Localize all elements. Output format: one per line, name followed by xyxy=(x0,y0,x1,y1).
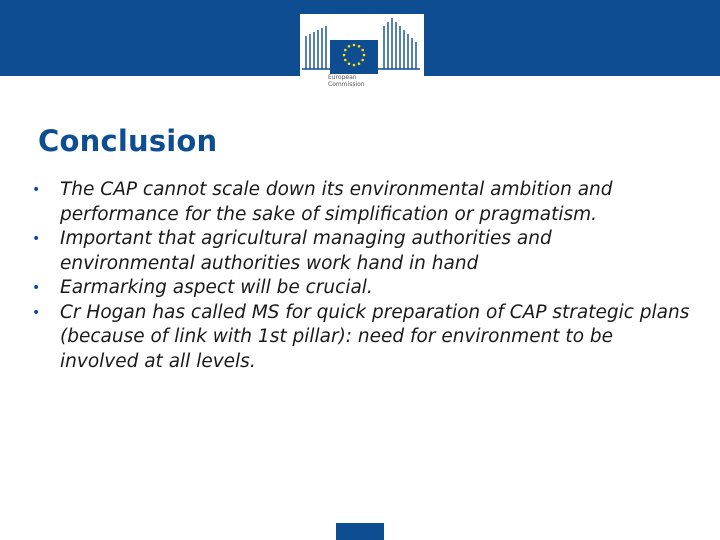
bullet-icon: • xyxy=(32,280,41,296)
bullet-icon: • xyxy=(32,182,41,198)
european-commission-logo xyxy=(300,14,424,98)
logo-line-1: European xyxy=(328,74,357,81)
bullet-text: Cr Hogan has called MS for quick preparation of CAP strategic plans (because of link with 1st pillar): need for environment to be involved at all levels. xyxy=(60,301,690,372)
logo-wordmark xyxy=(328,74,365,88)
bullet-icon: • xyxy=(32,231,41,247)
bullet-text: The CAP cannot scale down its environmental ambition and performance for the sake of simplification or pragmatism. xyxy=(60,179,613,225)
bullet-icon: • xyxy=(32,304,41,321)
logo-line-2: Commission xyxy=(328,81,365,88)
bullet-list xyxy=(32,178,692,374)
bullet-item xyxy=(32,178,692,227)
footer-accent-bar xyxy=(336,523,384,540)
bullet-text: Important that agricultural managing authorities and environmental authorities work hand in hand xyxy=(60,228,552,274)
bullet-item xyxy=(32,276,692,301)
bullet-item xyxy=(32,227,692,276)
bullet-item xyxy=(32,301,692,375)
slide-title: Conclusion xyxy=(38,124,218,158)
bullet-text: Earmarking aspect will be crucial. xyxy=(60,277,373,298)
